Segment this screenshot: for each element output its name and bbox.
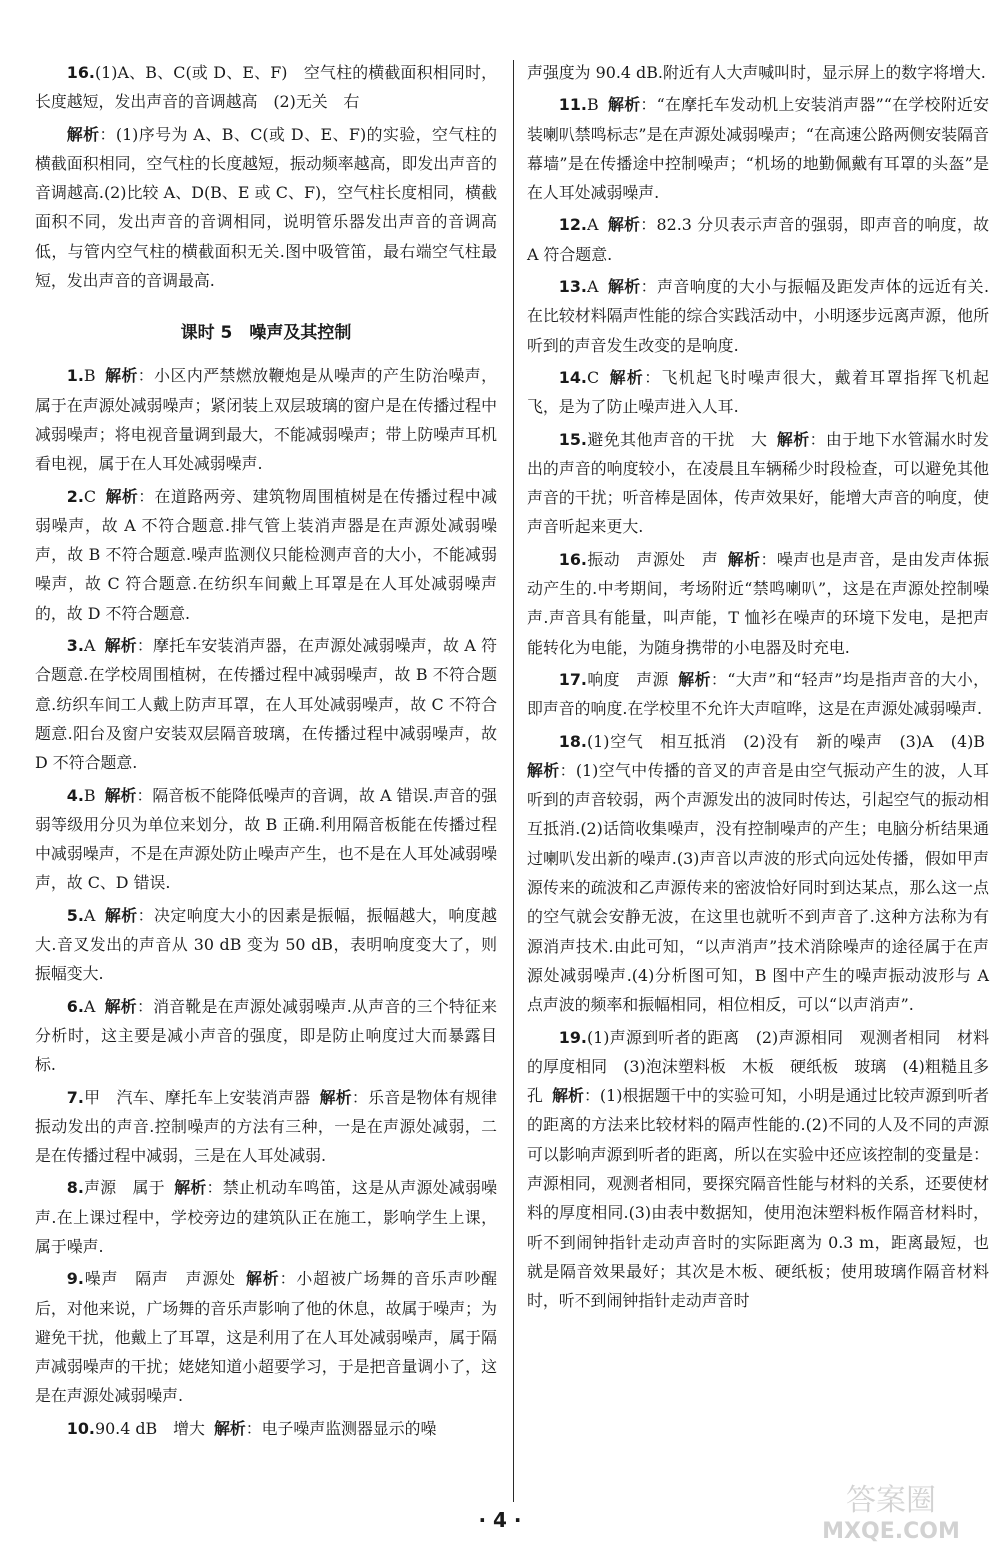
answer-item: 18.(1)空气 相互抵消 (2)没有 新的噪声 (3)A (4)B 解析：(1)空气中传播的音叉的声音是由空气振动产生的波，人耳听到的声音较弱，两个声源发出的波同时传达，引起空气的振动相互抵消.(2)话筒收集噪声，没有控制噪声的产生；电脑分析结果通过喇叭发出新的噪声.(3)声音以声波的形式向远处传播，假如甲声源传来的疏波和乙声源传来的密波恰好同时到达某点，那么这一点的空气就会安静无波，在这里也就听不到声音了.这种方法称为有源消声技术.由此可知，“以声消声”技术消除噪声的途径属于在声源处减弱噪声.(4)分析图可知，B 图中产生的噪声振动波形与 A 点声波的频率和振幅相同，相位相反，可以“以声消声”. <box>527 731 990 1015</box>
analysis-label: 解析 <box>552 1086 584 1106</box>
item-answer: 响度 声源 <box>586 669 669 689</box>
answer-item-16 <box>35 58 497 117</box>
answer-item: 10.90.4 dB 增大 解析：电子噪声监测器显示的噪 <box>66 1418 437 1438</box>
item-number: 13. <box>558 277 587 297</box>
item-number: 17. <box>558 669 587 689</box>
item-analysis: 乐音是物体有规律振动发出的声音.控制噪声的方法有三种，一是在声源处减弱，二是在传播过程中减弱，三是在人耳处减弱. <box>35 1087 498 1166</box>
answer-item: 15.避免其他声音的干扰 大 解析：由于地下水管漏水时发出的声音的响度较小，在凌晨且车辆稀少时段检查，可以避免其他声音的干扰；听音棒是固体，传声效果好，能增大声音的响度，使声音听起来更大. <box>527 429 990 537</box>
item-analysis: (1)序号为 A、B、C(或 D、E、F)的实验，空气柱的横截面积相同，空气柱的长度越短，振动频率越高，即发出声音的音调越高.(2)比较 A、D(B、E 或 C、F)，空气柱长度相同，横截面积不同，发出声音的音调相同，说明管乐器发出声音的音调高低，与管内空气柱的横截面积无关.图中吸管笛，最右端空气柱最短，发出声音的音调最高. <box>35 124 497 291</box>
answer-item: 8.声源 属于 解析：禁止机动车鸣笛，这是从声源处减弱噪声.在上课过程中，学校旁边的建筑队正在施工，影响学生上课，属于噪声. <box>35 1178 498 1256</box>
item-analysis: “在摩托车发动机上安装消声器”“在学校附近安装喇叭禁鸣标志”是在声源处减弱噪声；“在高速公路两侧安装隔音幕墙”是在传播途中控制噪声；“机场的地勤佩戴有耳罩的头盔”是在人耳处减弱噪声. <box>527 95 990 203</box>
analysis-label: 解析 <box>66 124 100 144</box>
item-number: 10. <box>66 1418 95 1438</box>
item-answer: A <box>83 905 96 925</box>
analysis-label: 解析 <box>104 996 137 1016</box>
item-answer: C <box>83 486 97 506</box>
item-analysis: 由于地下水管漏水时发出的声音的响度较小，在凌晨且车辆稀少时段检查，可以避免其他声音的干扰；听音棒是固体，传声效果好，能增大声音的响度，使声音听起来更大. <box>527 429 990 537</box>
item-number: 15. <box>558 429 587 449</box>
watermark-text: 答案圈 <box>846 1483 936 1518</box>
answer-item: 5.A 解析：决定响度大小的因素是振幅，振幅越大，响度越大.音叉发出的声音从 30 dB 变为 50 dB，表明响度变大了，则振幅变大. <box>35 905 498 984</box>
left-answer-list <box>35 361 497 1443</box>
analysis-label: 解析 <box>174 1178 207 1198</box>
item-analysis: 在道路两旁、建筑物周围植树是在传播过程中减弱噪声，故 A 不符合题意.排气管上装消声器是在声源处减弱噪声，故 B 不符合题意.噪声监测仪只能检测声音的大小，不能减弱噪声，故 C 符合题意.在纺织车间戴上耳罩是在人耳处减弱噪声的，故 D 不符合题意. <box>35 486 497 623</box>
item-number: 11. <box>558 95 587 115</box>
analysis-label: 解析 <box>105 366 138 386</box>
analysis-label: 解析 <box>609 367 645 387</box>
item-answer: A <box>83 996 96 1016</box>
left-column <box>35 58 497 1446</box>
item-number: 4. <box>66 785 84 805</box>
answer-item: 9.噪声 隔声 声源处 解析：小超被广场舞的音乐声吵醒后，对他来说，广场舞的音乐声影响了他的休息，故属于噪声；为避免干扰，他戴上了耳罩，这是利用了在人耳处减弱噪声，属于隔声减弱噪声的干扰；姥姥知道小超要学习，于是把音量调小了，这是在声源处减弱噪声. <box>35 1269 498 1406</box>
item-answer: 声源 属于 <box>83 1178 165 1198</box>
item-answer: A <box>83 636 96 656</box>
item-number: 5. <box>66 905 84 925</box>
item-answer: 避免其他声音的干扰 大 <box>586 429 768 449</box>
item-analysis: 小超被广场舞的音乐声吵醒后，对他来说，广场舞的音乐声影响了他的休息，故属于噪声；为避免干扰，他戴上了耳罩，这是利用了在人耳处减弱噪声，属于隔声减弱噪声的干扰；姥姥知道小超要学习，于是把音量调小了，这是在声源处减弱噪声. <box>35 1269 498 1406</box>
analysis-label: 解析 <box>213 1418 246 1438</box>
answer-item: 11.B 解析：“在摩托车发动机上安装消声器”“在学校附近安装喇叭禁鸣标志”是在声源处减弱噪声；“在高速公路两侧安装隔音幕墙”是在传播途中控制噪声；“机场的地勤佩戴有耳罩的头盔”是在人耳处减弱噪声. <box>527 95 990 203</box>
item-analysis: 隔音板不能降低噪声的音调，故 A 错误.声音的强弱等级用分贝为单位来划分，故 B 正确.利用隔音板能在传播过程中减弱噪声，不是在声源处防止噪声产生，也不是在人耳处减弱噪声，故 C、D 错误. <box>35 785 497 893</box>
item-analysis: 摩托车安装消声器，在声源处减弱噪声，故 A 符合题意.在学校周围植树，在传播过程中减弱噪声，故 B 不符合题意.纺织车间工人戴上防声耳罩，在人耳处减弱噪声，故 C 不符合题意.阳台及窗户安装双层隔音玻璃，在传播过程中减弱噪声，故 D 不符合题意. <box>35 636 498 773</box>
answer-item: 7.甲 汽车、摩托车上安装消声器 解析：乐音是物体有规律振动发出的声音.控制噪声的方法有三种，一是在声源处减弱，二是在传播过程中减弱，三是在人耳处减弱. <box>35 1087 498 1166</box>
item-number: 16. <box>558 549 587 569</box>
item-analysis: (1)空气中传播的音叉的声音是由空气振动产生的波，人耳听到的声音较弱，两个声源发出的波同时传达，引起空气的振动相互抵消.(2)话筒收集噪声，没有控制噪声的产生；电脑分析结果通过喇叭发出新的噪声.(3)声音以声波的形式向远处传播，假如甲声源传来的疏波和乙声源传来的密波恰好同时到达某点，那么这一点的空气就会安静无波，在这里也就听不到声音了.这种方法称为有源消声技术.由此可知，“以声消声”技术消除噪声的途径属于在声源处减弱噪声.(4)分析图可知，B 图中产生的噪声振动波形与 A 点声波的频率和振幅相同，相位相反，可以“以声消声”. <box>527 760 990 1015</box>
item-number: 16. <box>66 63 95 82</box>
item-answer: (1)A、B、C(或 D、E、F) 空气柱的横截面积相同时，长度越短，发出声音的音调越高 (2)无关 右 <box>35 63 497 112</box>
item-answer: 噪声 隔声 声源处 <box>83 1269 236 1289</box>
analysis-label: 解析 <box>105 486 139 506</box>
item-answer: 90.4 dB 增大 <box>94 1418 205 1438</box>
right-answer-list <box>527 90 989 1315</box>
item-number: 14. <box>558 367 587 387</box>
analysis-label: 解析 <box>245 1269 280 1289</box>
item-analysis: 电子噪声监测器显示的噪 <box>261 1418 437 1438</box>
answer-item-10-continuation: 声强度为 90.4 dB.附近有人大声喊叫时，显示屏上的数字将增大. <box>527 63 986 82</box>
analysis-label: 解析 <box>607 215 641 235</box>
item-answer: (1)空气 相互抵消 (2)没有 新的噪声 (3)A (4)B <box>586 731 985 751</box>
item-analysis: 声音响度的大小与振幅及距发声体的远近有关.在比较材料隔声性能的综合实践活动中，小明逐步远离声源，他所听到的声音发生改变的是响度. <box>527 277 990 355</box>
item-number: 1. <box>66 366 84 386</box>
item-number: 8. <box>66 1178 84 1198</box>
answer-item: 3.A 解析：摩托车安装消声器，在声源处减弱噪声，故 A 符合题意.在学校周围植树，在传播过程中减弱噪声，故 B 不符合题意.纺织车间工人戴上防声耳罩，在人耳处减弱噪声，故 C 不符合题意.阳台及窗户安装双层隔音玻璃，在传播过程中减弱噪声，故 D 不符合题意. <box>35 636 498 773</box>
right-column <box>527 58 989 1318</box>
item-number: 3. <box>66 636 84 656</box>
item-answer: (1)声源到听者的距离 (2)声源相同 观测者相同 材料的厚度相同 (3)泡沫塑料板 木板 硬纸板 玻璃 (4)粗糙且多孔 <box>527 1027 989 1106</box>
item-analysis: 82.3 分贝表示声音的强弱，即声音的响度，故 A 符合题意. <box>527 215 990 264</box>
answer-item: 2.C 解析：在道路两旁、建筑物周围植树是在传播过程中减弱噪声，故 A 不符合题意.排气管上装消声器是在声源处减弱噪声，故 B 不符合题意.噪声监测仪只能检测声音的大小，不能减弱噪声，故 C 符合题意.在纺织车间戴上耳罩是在人耳处减弱噪声的，故 D 不符合题意. <box>35 486 497 623</box>
answer-item: 19.(1)声源到听者的距离 (2)声源相同 观测者相同 材料的厚度相同 (3)泡沫塑料板 木板 硬纸板 玻璃 (4)粗糙且多孔 解析：(1)根据题干中的实验可知，小明是通过比较声源到听者的距离的方法来比较材料的隔声性能的.(2)不同的人及不同的声源可以影响声源到听者的距离，所以在实验中还应该控制的变量是：声源相同，观测者相同，要探究隔音性能与材料的关系，还要使材料的厚度相同.(3)由表中数据知，使用泡沫塑料板作隔音材料时，听不到闹钟指针走动声音时的实际距离为 0.3 m，距离最短，也就是隔音效果最好；其次是木板、硬纸板；使用玻璃作隔音材料时，听不到闹钟指针走动声音时 <box>527 1027 990 1311</box>
watermark-logo <box>796 1476 986 1544</box>
item-number: 12. <box>558 215 587 235</box>
answer-item-16-analysis: 解析：(1)序号为 A、B、C(或 D、E、F)的实验，空气柱的横截面积相同，空气柱的长度越短，振动频率越高，即发出声音的音调越高.(2)比较 A、D(B、E 或 C、F)，空气柱长度相同，横截面积不同，发出声音的音调相同，说明管乐器发出声音的音调高低，与管内空气柱的横截面积无关.图中吸管笛，最右端空气柱最短，发出声音的音调最高. <box>35 124 497 291</box>
item-answer: B <box>83 366 96 386</box>
answer-item: 12.A 解析：82.3 分贝表示声音的强弱，即声音的响度，故 A 符合题意. <box>527 215 990 264</box>
item-answer: A <box>586 277 599 297</box>
analysis-label: 解析 <box>319 1087 352 1107</box>
item-number: 7. <box>66 1087 84 1107</box>
item-analysis: “大声”和“轻声”均是指声音的大小，即声音的响度.在学校里不允许大声喧哗，这是在声源处减弱噪声. <box>527 669 990 719</box>
watermark-url: MXQE.COM <box>822 1519 960 1544</box>
analysis-label: 解析 <box>104 905 138 925</box>
item-analysis: 决定响度大小的因素是振幅，振幅越大，响度越大.音叉发出的声音从 30 dB 变为 50 dB，表明响度变大了，则振幅变大. <box>35 905 498 984</box>
answer-item: 17.响度 声源 解析：“大声”和“轻声”均是指声音的大小，即声音的响度.在学校里不允许大声喧哗，这是在声源处减弱噪声. <box>527 669 990 719</box>
item-answer: C <box>586 367 600 387</box>
column-divider <box>513 60 514 1502</box>
item-analysis: 飞机起飞时噪声很大，戴着耳罩指挥飞机起飞，是为了防止噪声进入人耳. <box>527 367 990 417</box>
item-analysis: 消音靴是在声源处减弱噪声.从声音的三个特征来分析时，这主要是减小声音的强度，即是防止响度过大而暴露目标. <box>35 996 497 1075</box>
item-answer: B <box>586 95 599 115</box>
item-number: 18. <box>558 731 587 751</box>
answer-item: 14.C 解析：飞机起飞时噪声很大，戴着耳罩指挥飞机起飞，是为了防止噪声进入人耳. <box>527 367 990 417</box>
item-number: 9. <box>66 1269 84 1289</box>
analysis-label: 解析 <box>727 549 761 569</box>
item-analysis: (1)根据题干中的实验可知，小明是通过比较声源到听者的距离的方法来比较材料的隔声性能的.(2)不同的人及不同的声源可以影响声源到听者的距离，所以在实验中还应该控制的变量是：声源相同，观测者相同，要探究隔音性能与材料的关系，还要使材料的厚度相同.(3)由表中数据知，使用泡沫塑料板作隔音材料时，听不到闹钟指针走动声音时的实际距离为 0.3 m，距离最短，也就是隔音效果最好；其次是木板、硬纸板；使用玻璃作隔音材料时，听不到闹钟指针走动声音时 <box>527 1086 990 1311</box>
item-number: 19. <box>558 1027 587 1047</box>
analysis-label: 解析 <box>678 669 711 689</box>
item-answer: B <box>83 785 96 805</box>
item-answer: 振动 声源处 声 <box>586 549 719 569</box>
answer-item: 6.A 解析：消音靴是在声源处减弱噪声.从声音的三个特征来分析时，这主要是减小声音的强度，即是防止响度过大而暴露目标. <box>35 996 497 1075</box>
answer-item: 4.B 解析：隔音板不能降低噪声的音调，故 A 错误.声音的强弱等级用分贝为单位来划分，故 B 正确.利用隔音板能在传播过程中减弱噪声，不是在声源处防止噪声产生，也不是在人耳处减弱噪声，故 C、D 错误. <box>35 785 497 893</box>
item-number: 6. <box>66 996 84 1016</box>
answer-item: 1.B 解析：小区内严禁燃放鞭炮是从噪声的产生防治噪声，属于在声源处减弱噪声；紧闭装上双层玻璃的窗户是在传播过程中减弱噪声；将电视音量调到最大，不能减弱噪声；带上防噪声耳机看电视，属于在人耳处减弱噪声. <box>35 366 498 474</box>
analysis-label: 解析 <box>104 785 137 805</box>
page-number: · 4 · <box>478 1508 522 1532</box>
analysis-label: 解析 <box>527 760 560 780</box>
item-analysis: 禁止机动车鸣笛，这是从声源处减弱噪声.在上课过程中，学校旁边的建筑队正在施工，影响学生上课，属于噪声. <box>35 1178 498 1256</box>
analysis-label: 解析 <box>608 95 641 115</box>
item-analysis: 小区内严禁燃放鞭炮是从噪声的产生防治噪声，属于在声源处减弱噪声；紧闭装上双层玻璃的窗户是在传播过程中减弱噪声；将电视音量调到最大，不能减弱噪声；带上防噪声耳机看电视，属于在人耳处减弱噪声. <box>35 366 498 474</box>
answer-item: 13.A 解析：声音响度的大小与振幅及距发声体的远近有关.在比较材料隔声性能的综合实践活动中，小明逐步远离声源，他所听到的声音发生改变的是响度. <box>527 277 990 355</box>
item-analysis: 噪声也是声音，是由发声体振动产生的.中考期间，考场附近“禁鸣喇叭”，这是在声源处控制噪声.声音具有能量，叫声能，T 恤衫在噪声的环境下发电，是把声能转化为电能，为随身携带的小电器及时充电. <box>527 549 990 657</box>
item-answer: 甲 汽车、摩托车上安装消声器 <box>83 1087 311 1107</box>
answer-item: 16.振动 声源处 声 解析：噪声也是声音，是由发声体振动产生的.中考期间，考场附近“禁鸣喇叭”，这是在声源处控制噪声.声音具有能量，叫声能，T 恤衫在噪声的环境下发电，是把声能转化为电能，为随身携带的小电器及时充电. <box>527 549 990 657</box>
item-number: 2. <box>66 486 84 506</box>
section-title: 课时 5 噪声及其控制 <box>180 323 352 344</box>
item-answer: A <box>586 215 599 235</box>
analysis-label: 解析 <box>104 636 137 656</box>
analysis-label: 解析 <box>776 429 810 449</box>
analysis-label: 解析 <box>607 277 641 297</box>
